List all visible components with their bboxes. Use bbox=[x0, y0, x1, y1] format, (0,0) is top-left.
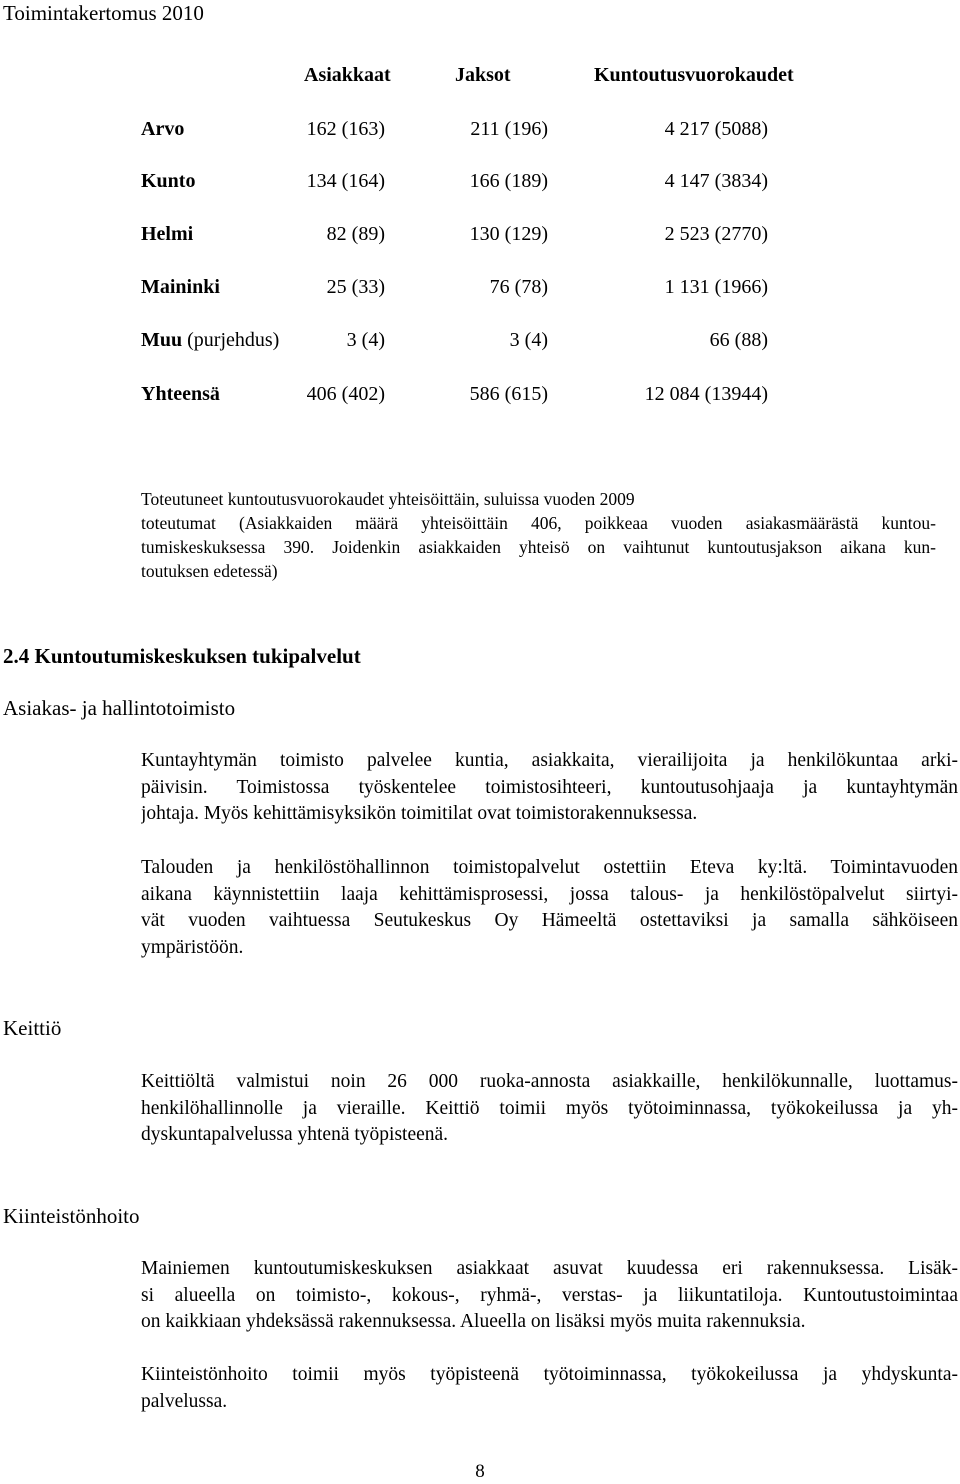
table-row-name: Yhteensä bbox=[141, 383, 220, 405]
table-cell-vuorokaudet: 2 523 (2770) bbox=[664, 223, 768, 245]
paragraph-rakennukset bbox=[141, 1256, 958, 1336]
column-header-kuntoutusvuorokaudet: Kuntoutusvuorokaudet bbox=[594, 64, 794, 86]
table-row-name: Maininki bbox=[141, 276, 220, 298]
paragraph-line: vät vuoden vaihtuessa Seutukeskus Oy Hämeeltä ostettaviksi ja samalla sähköiseen bbox=[141, 910, 958, 931]
table-cell-vuorokaudet: 66 (88) bbox=[709, 329, 768, 351]
paragraph-line: johtaja. Myös kehittämisyksikön toimitilat ovat toimistorakennuksessa. bbox=[141, 803, 698, 824]
table-cell-vuorokaudet: 12 084 (13944) bbox=[644, 383, 768, 405]
paragraph-line: si alueella on toimisto-, kokous-, ryhmä-, verstas- ja liikuntatiloja. Kuntoutustoimintaa bbox=[141, 1284, 958, 1306]
paragraph-talous bbox=[141, 855, 958, 961]
table-cell-asiakkaat: 82 (89) bbox=[326, 223, 385, 245]
table-cell-asiakkaat: 3 (4) bbox=[346, 329, 385, 351]
paragraph-line: Keittiöltä valmistui noin 26 000 ruoka-annosta asiakkaille, henkilökunnalle, luottamus- bbox=[141, 1071, 958, 1092]
subheading-kiinteistonhoito: Kiinteistönhoito bbox=[3, 1204, 140, 1228]
subheading-asiakas-hallintotoimisto: Asiakas- ja hallintotoimisto bbox=[3, 696, 236, 720]
table-cell-vuorokaudet: 4 217 (5088) bbox=[664, 118, 768, 140]
caption-line: toteutumat (Asiakkaiden määrä yhteisöittäin 406, poikkeaa vuoden asiakasmäärästä kuntou- bbox=[141, 513, 936, 533]
table-cell-vuorokaudet: 1 131 (1966) bbox=[664, 276, 768, 298]
document-header: Toimintakertomus 2010 bbox=[3, 1, 204, 25]
paragraph-line: henkilöhallinnolle ja vieraille. Keittiö toimii myös työtoiminnassa, työkokeilussa ja yh- bbox=[141, 1097, 958, 1119]
table-cell-jaksot: 586 (615) bbox=[469, 383, 548, 405]
table-row-name: Muu (purjehdus) bbox=[141, 329, 280, 351]
table-cell-jaksot: 3 (4) bbox=[509, 329, 548, 351]
caption-line: Toteutuneet kuntoutusvuorokaudet yhteisöittäin, suluissa vuoden 2009 bbox=[141, 489, 635, 509]
section-title: 2.4 Kuntoutumiskeskuksen tukipalvelut bbox=[3, 644, 361, 668]
paragraph-line: Mainiemen kuntoutumiskeskuksen asiakkaat asuvat kuudessa eri rakennuksessa. Lisäk- bbox=[141, 1258, 958, 1279]
table-cell-asiakkaat: 162 (163) bbox=[306, 118, 385, 140]
paragraph-line: päivisin. Toimistossa työskentelee toimistosihteeri, kuntoutusohjaaja ja kuntayhtymän bbox=[141, 776, 958, 798]
table-cell-jaksot: 76 (78) bbox=[489, 276, 548, 298]
table-cell-asiakkaat: 406 (402) bbox=[306, 383, 385, 405]
paragraph-line: Kiinteistönhoito toimii myös työpisteenä työtoiminnassa, työkokeilussa ja yhdyskunta- bbox=[141, 1364, 958, 1385]
paragraph-line: aikana käynnistettiin laaja kehittämisprosessi, jossa talous- ja henkilöstöpalvelut siirtyi- bbox=[141, 883, 958, 905]
table-row-name: Kunto bbox=[141, 170, 196, 192]
paragraph-kiinteistonhoito bbox=[141, 1362, 958, 1415]
page-number: 8 bbox=[475, 1461, 485, 1482]
paragraph-line: ympäristöön. bbox=[141, 936, 244, 958]
paragraph-line: palvelussa. bbox=[141, 1390, 228, 1412]
caption-line: toutuksen edetessä) bbox=[141, 561, 278, 581]
table-cell-asiakkaat: 25 (33) bbox=[326, 276, 385, 298]
paragraph-keittio bbox=[141, 1069, 958, 1149]
table-row-name: Arvo bbox=[141, 118, 185, 140]
paragraph-line: on kaikkiaan yhdeksässä rakennuksessa. Alueella on lisäksi myös muita rakennuksia. bbox=[141, 1311, 806, 1332]
table-cell-jaksot: 166 (189) bbox=[469, 170, 548, 192]
caption-line: tumiskeskuksessa 390. Joidenkin asiakkaiden yhteisö on vaihtunut kuntoutusjakson aikana kun- bbox=[141, 537, 936, 557]
table-caption bbox=[141, 487, 936, 583]
table-cell-asiakkaat: 134 (164) bbox=[306, 170, 385, 192]
column-header-jaksot: Jaksot bbox=[455, 64, 511, 86]
table-cell-jaksot: 130 (129) bbox=[469, 223, 548, 245]
paragraph-line: Kuntayhtymän toimisto palvelee kuntia, asiakkaita, vierailijoita ja henkilökuntaa arki- bbox=[141, 750, 958, 771]
paragraph-line: dyskuntapalvelussa yhtenä työpisteenä. bbox=[141, 1124, 449, 1145]
paragraph-line: Talouden ja henkilöstöhallinnon toimistopalvelut ostettiin Eteva ky:ltä. Toimintavuoden bbox=[141, 857, 958, 878]
table-cell-jaksot: 211 (196) bbox=[470, 118, 548, 140]
subheading-keittio: Keittiö bbox=[3, 1016, 62, 1040]
table-row-name: Helmi bbox=[141, 223, 194, 245]
table-cell-vuorokaudet: 4 147 (3834) bbox=[664, 170, 768, 192]
column-header-asiakkaat: Asiakkaat bbox=[304, 64, 391, 86]
paragraph-toimisto bbox=[141, 748, 958, 828]
